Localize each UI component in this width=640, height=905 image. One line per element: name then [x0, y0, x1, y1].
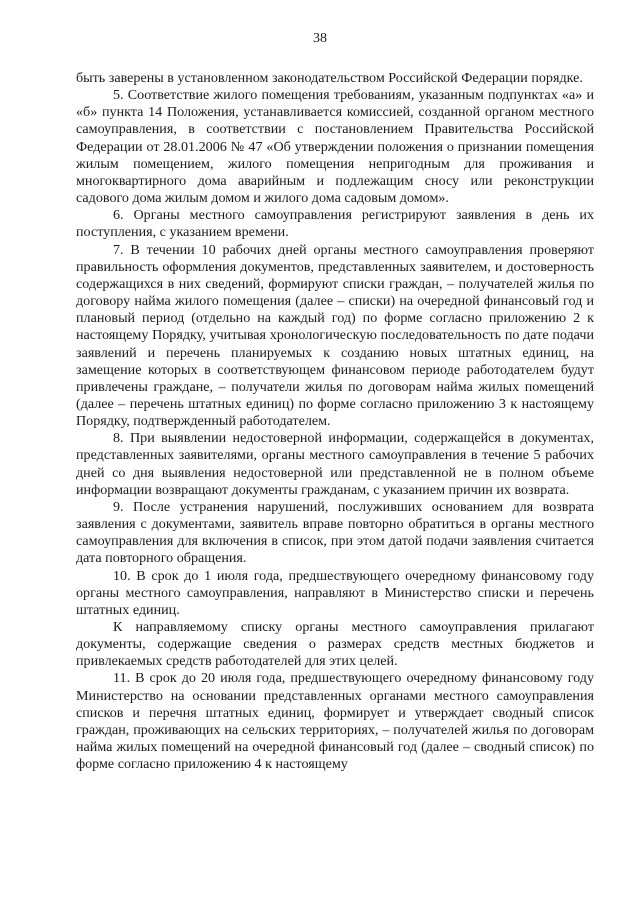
- paragraph-item-9: 9. После устранения нарушений, послуживших основанием для возврата заявления с документами, заявитель вправе повторно обратиться в органы местного самоуправления для включения в список, при этом датой подачи заявления считается дата повторного обращения.: [76, 498, 594, 567]
- paragraph-item-10: 10. В срок до 1 июля года, предшествующего очередному финансовому году органы местного самоуправления, направляют в Министерство списки и перечень штатных единиц.: [76, 567, 594, 618]
- paragraph-item-8: 8. При выявлении недостоверной информации, содержащейся в документах, представленных заявителями, органы местного самоуправления в течение 5 рабочих дней со дня выявления недостоверной или представленной не в полном объеме информации возвращают документы гражданам, с указанием причин их возврата.: [76, 430, 594, 498]
- paragraph-item-5: 5. Соответствие жилого помещения требованиям, указанным подпунктах «а» и «б» пункта 14 Положения, устанавливается комиссией, созданной органом местного самоуправления, в соответствии с постановлением Правительства Российской Федерации от 28.01.2006 № 47 «Об утверждении положения о признании помещения жилым помещением, жилого помещения непригодным для проживания и многоквартирного дома аварийным и подлежащим сносу или реконструкции садового дома жилым домом и жилого дома садовым домом».: [76, 87, 594, 207]
- paragraph-item-10-attachments: К направляемому списку органы местного самоуправления прилагают документы, содержащие сведения о размерах средств местных бюджетов и привлекаемых средств работодателей для этих целей.: [76, 619, 594, 670]
- paragraph-item-7: 7. В течении 10 рабочих дней органы местного самоуправления проверяют правильность оформления документов, представленных заявителем, и достоверность содержащихся в них сведений, формируют списки граждан, – получателей жилья по договору найма жилого помещения (далее – списки) на очередной финансовый год и плановый период (отдельно на каждый год) по форме согласно приложению 2 к настоящему Порядку, учитывая хронологическую последовательность по дате подачи заявлений и перечень планируемых к созданию новых штатных единиц, на замещение которых в соответствующем финансовом периоде работодателем будут привлечены граждане, – получатели жилья по договорам найма жилых помещений (далее – перечень штатных единиц) по форме согласно приложению 3 к настоящему Порядку, подтвержденный работодателем.: [76, 241, 594, 430]
- paragraph-continuation: быть заверены в установленном законодательством Российской Федерации порядке.: [76, 70, 583, 86]
- paragraph-item-11: 11. В срок до 20 июля года, предшествующего очередному финансовому году Министерство на основании представленных органами местного самоуправления списков и перечня штатных единиц, формирует и утверждает сводный список граждан, проживающих на сельских территориях, – получателей жилья по договорам найма жилых помещений на очередной финансовый год (далее – сводный список) по форме согласно приложению 4 к настоящему: [76, 670, 594, 773]
- page-number: 38: [313, 31, 327, 46]
- paragraph-item-6: 6. Органы местного самоуправления регистрируют заявления в день их поступления, с указанием времени.: [76, 207, 594, 241]
